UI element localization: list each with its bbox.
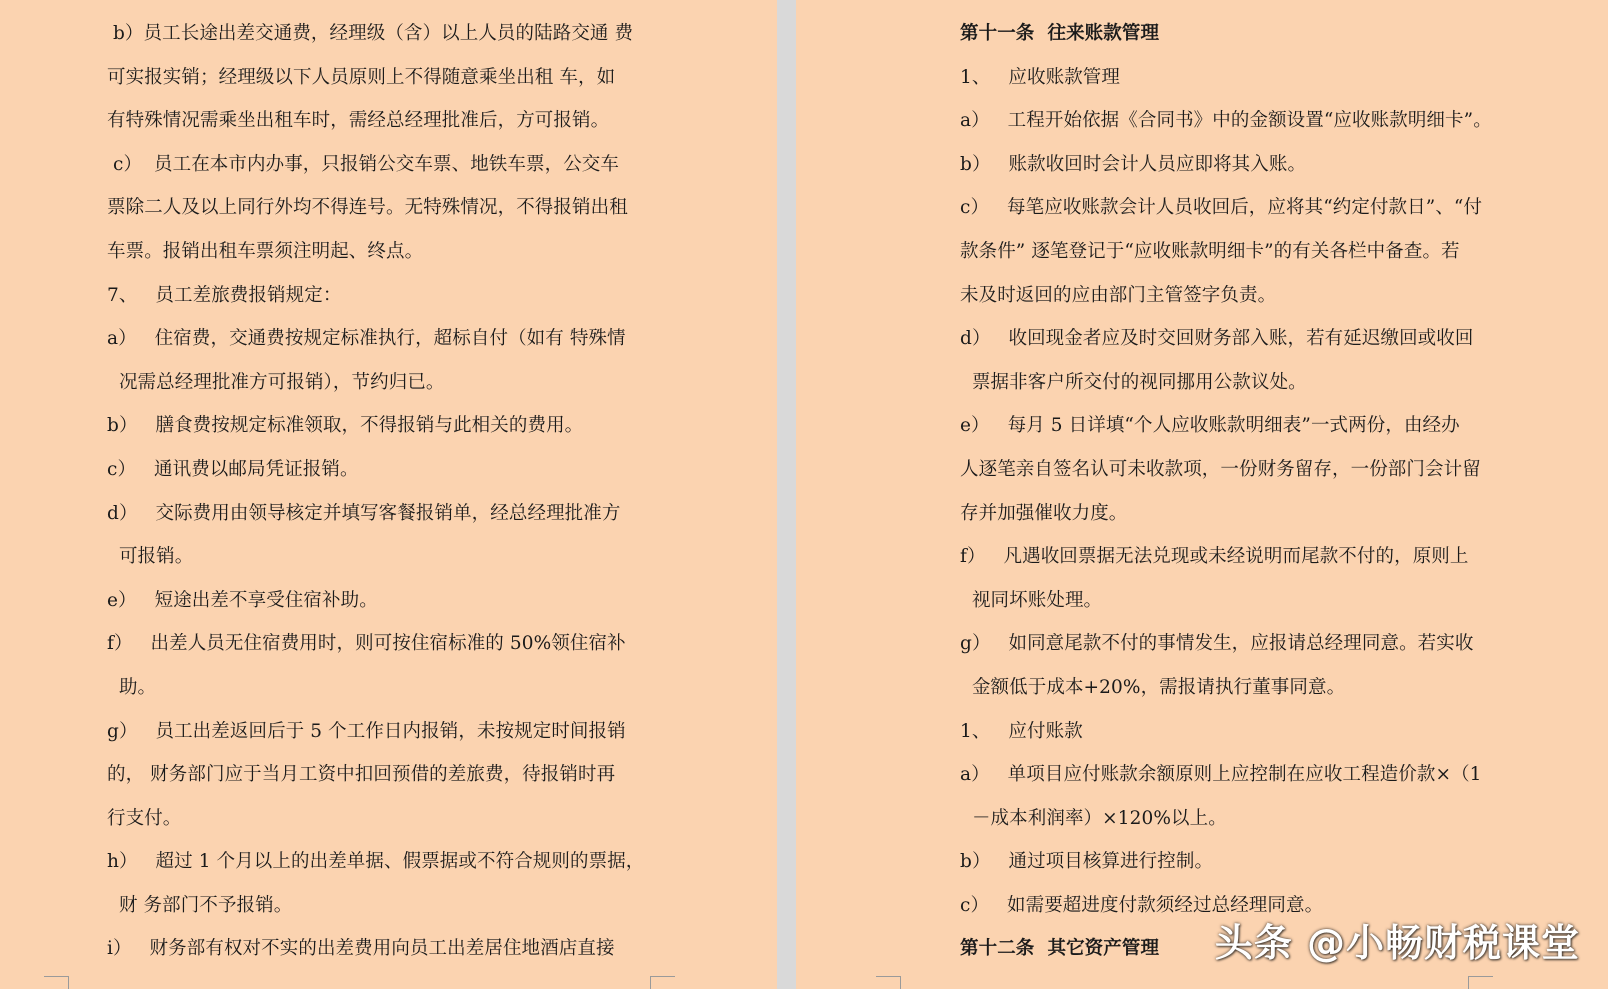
text-line: 未及时返回的应由部门主管签字负责。 [960,284,1277,306]
margin-crop-mark [44,976,69,989]
text-line: a） 工程开始依据《合同书》中的金额设置“应收账款明细卡”。 [960,110,1492,132]
text-line: e） 短途出差不享受住宿补助。 [107,589,378,611]
text-line: c） 如需要超进度付款须经过总经理同意。 [960,894,1324,916]
section-item-heading: 1、 应收账款管理 [960,66,1121,88]
page-text-body [107,12,655,971]
text-line: 车票。报销出租车票须注明起、终点。 [107,240,424,262]
margin-crop-mark [1468,976,1493,989]
section-item-heading: 1、 应付账款 [960,720,1083,742]
text-line: b） 通过项目核算进行控制。 [960,851,1214,873]
text-line: 况需总经理批准方可报销），节约归已。 [107,371,445,393]
text-line: a） 单项目应付账款余额原则上应控制在应收工程造价款×（1 [960,764,1482,786]
text-line: 行支付。 [107,807,182,829]
text-line: i） 财务部有权对不实的出差费用向员工出差居住地酒店直接 [107,938,615,960]
text-line: h） 超过 1 个月以上的出差单据、假票据或不符合规则的票据， [107,851,645,873]
text-line: －成本利润率）×120%以上。 [960,807,1227,829]
text-line: 票除二人及以上同行外均不得连号。无特殊情况，不得报销出租 [107,197,628,219]
text-line: 可报销。 [107,546,194,568]
text-line: 视同坏账处理。 [960,589,1103,611]
margin-crop-mark [876,976,901,989]
text-line: 金额低于成本+20%，需报请执行董事同意。 [960,676,1346,698]
text-line: c） 通讯费以邮局凭证报销。 [107,458,359,480]
article-heading: 第十一条 往来账款管理 [960,23,1160,44]
text-line: 助。 [107,676,157,698]
page-text-body [960,12,1508,971]
document-page-right [796,0,1608,989]
text-line: 有特殊情况需乘坐出租车时，需经总经理批准后，方可报销。 [107,110,610,132]
text-line: d） 收回现金者应及时交回财务部入账，若有延迟缴回或收回 [960,328,1474,350]
text-line: c） 员工在本市内办事，只报销公交车票、地铁车票，公交车 [107,153,620,175]
text-line: 款条件” 逐笔登记于“应收账款明细卡”的有关各栏中备查。若 [960,240,1460,262]
document-page-left [0,0,777,989]
watermark-logo: 头条 @小畅财税课堂 [1214,921,1580,965]
text-line: g） 员工出差返回后于 5 个工作日内报销，未按规定时间报销 [107,720,626,742]
section-item-heading: 7、 员工差旅费报销规定： [107,284,342,306]
text-line: 的， 财务部门应于当月工资中扣回预借的差旅费，待报销时再 [107,764,616,786]
text-line: d） 交际费用由领导核定并填写客餐报销单，经总经理批准方 [107,502,621,524]
text-line: b）员工长途出差交通费，经理级（含）以上人员的陆路交通 费 [107,23,634,44]
text-line: g） 如同意尾款不付的事情发生，应报请总经理同意。若实收 [960,633,1474,655]
text-line: b） 账款收回时会计人员应即将其入账。 [960,153,1307,175]
text-line: b） 膳食费按规定标准领取，不得报销与此相关的费用。 [107,415,584,437]
text-line: 可实报实销；经理级以下人员原则上不得随意乘坐出租 车，如 [107,66,616,88]
text-line: f） 凡遇收回票据无法兑现或未经说明而尾款不付的，原则上 [960,546,1469,568]
text-line: 人逐笔亲自签名认可未收款项，一份财务留存，一份部门会计留 [960,458,1481,480]
text-line: f） 出差人员无住宿费用时，则可按住宿标准的 50%领住宿补 [107,633,626,655]
text-line: 票据非客户所交付的视同挪用公款议处。 [960,371,1307,393]
text-line: 存并加强催收力度。 [960,502,1128,524]
text-line: e） 每月 5 日详填“个人应收账款明细表”一式两份，由经办 [960,415,1460,437]
margin-crop-mark [650,976,675,989]
text-line: c） 每笔应收账款会计人员收回后，应将其“约定付款日”、“付 [960,197,1483,219]
text-line: a） 住宿费，交通费按规定标准执行，超标自付（如有 特殊情 [107,328,626,350]
text-line: 财 务部门不予报销。 [107,894,293,916]
article-heading: 第十二条 其它资产管理 [960,938,1160,960]
